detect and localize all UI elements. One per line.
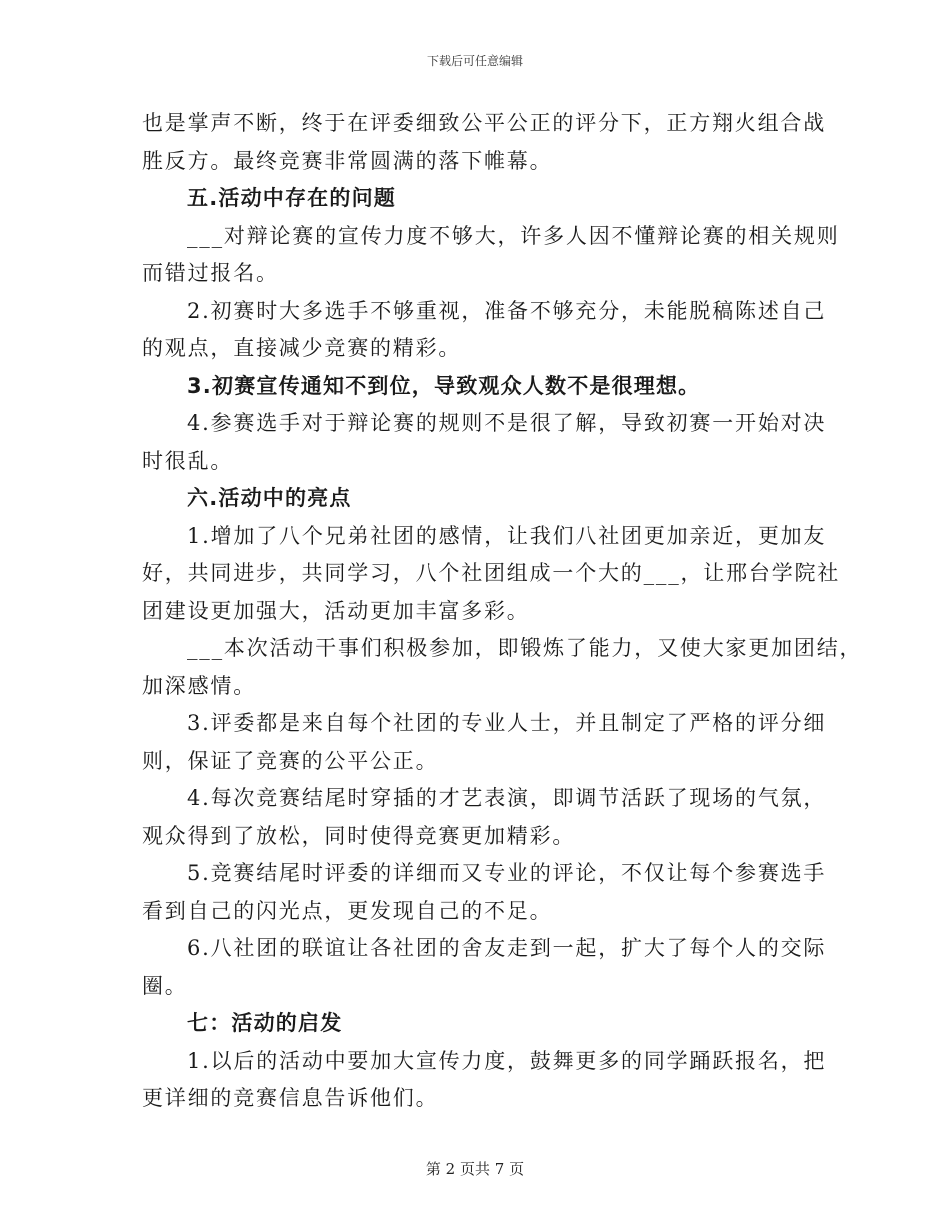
- paragraph-line: 加深感情。: [142, 673, 256, 698]
- paragraph-line: 的观点，直接减少竞赛的精彩。: [142, 336, 462, 360]
- section-heading-7: 七：活动的启发: [187, 1011, 343, 1035]
- document-body: [142, 105, 863, 1118]
- paragraph-line: 更详细的竞赛信息告诉他们。: [142, 1086, 439, 1110]
- paragraph-line: 而错过报名。: [142, 261, 279, 285]
- paragraph-line: 1.增加了八个兄弟社团的感情，让我们八社团更加亲近，更加友: [187, 523, 827, 548]
- paragraph-line: 4.参赛选手对于辩论赛的规则不是很了解，导致初赛一开始对决: [187, 411, 827, 435]
- page-header: 下载后可任意编辑: [426, 54, 523, 68]
- section-heading-5: 五.活动中存在的问题: [187, 186, 396, 210]
- section-heading-6: 六.活动中的亮点: [187, 486, 352, 510]
- paragraph-line: 2.初赛时大多选手不够重视，准备不够充分，未能脱稿陈述自己: [187, 298, 827, 323]
- page-footer: 第 2 页共 7 页: [425, 1160, 525, 1178]
- paragraph-line: 3.评委都是来自每个社团的专业人士，并且制定了严格的评分细: [187, 711, 827, 735]
- paragraph-line: 则，保证了竞赛的公平公正。: [142, 748, 439, 773]
- paragraph-line: 5.竞赛结尾时评委的详细而又专业的评论，不仅让每个参赛选手: [187, 861, 827, 885]
- paragraph-line: 观众得到了放松，同时使得竞赛更加精彩。: [142, 823, 576, 848]
- paragraph-line: 时很乱。: [142, 448, 234, 473]
- paragraph-line: 也是掌声不断，终于在评委细致公平公正的评分下，正方翔火组合战: [142, 111, 826, 135]
- paragraph-line: 4.每次竞赛结尾时穿插的才艺表演，即调节活跃了现场的气氛，: [187, 786, 827, 810]
- paragraph-line: 胜反方。最终竞赛非常圆满的落下帷幕。: [142, 148, 553, 173]
- paragraph-line: 看到自己的闪光点，更发现自己的不足。: [142, 898, 553, 923]
- paragraph-line: 团建设更加强大，活动更加丰富多彩。: [142, 598, 530, 623]
- paragraph-line: 圈。: [142, 973, 188, 998]
- paragraph-line: ___本次活动干事们积极参加，即锻炼了能力，又使大家更加团结，: [187, 636, 863, 660]
- bold-paragraph-line: 3.初赛宣传通知不到位，导致观众人数不是很理想。: [187, 373, 701, 398]
- paragraph-line: 好，共同进步，共同学习，八个社团组成一个大的___，让邢台学院社: [142, 561, 841, 585]
- paragraph-line: 6.八社团的联谊让各社团的舍友走到一起，扩大了每个人的交际: [187, 936, 827, 960]
- paragraph-line: ___对辩论赛的宣传力度不够大，许多人因不懂辩论赛的相关规则: [187, 223, 840, 248]
- paragraph-line: 1.以后的活动中要加大宣传力度，鼓舞更多的同学踊跃报名，把: [187, 1048, 827, 1073]
